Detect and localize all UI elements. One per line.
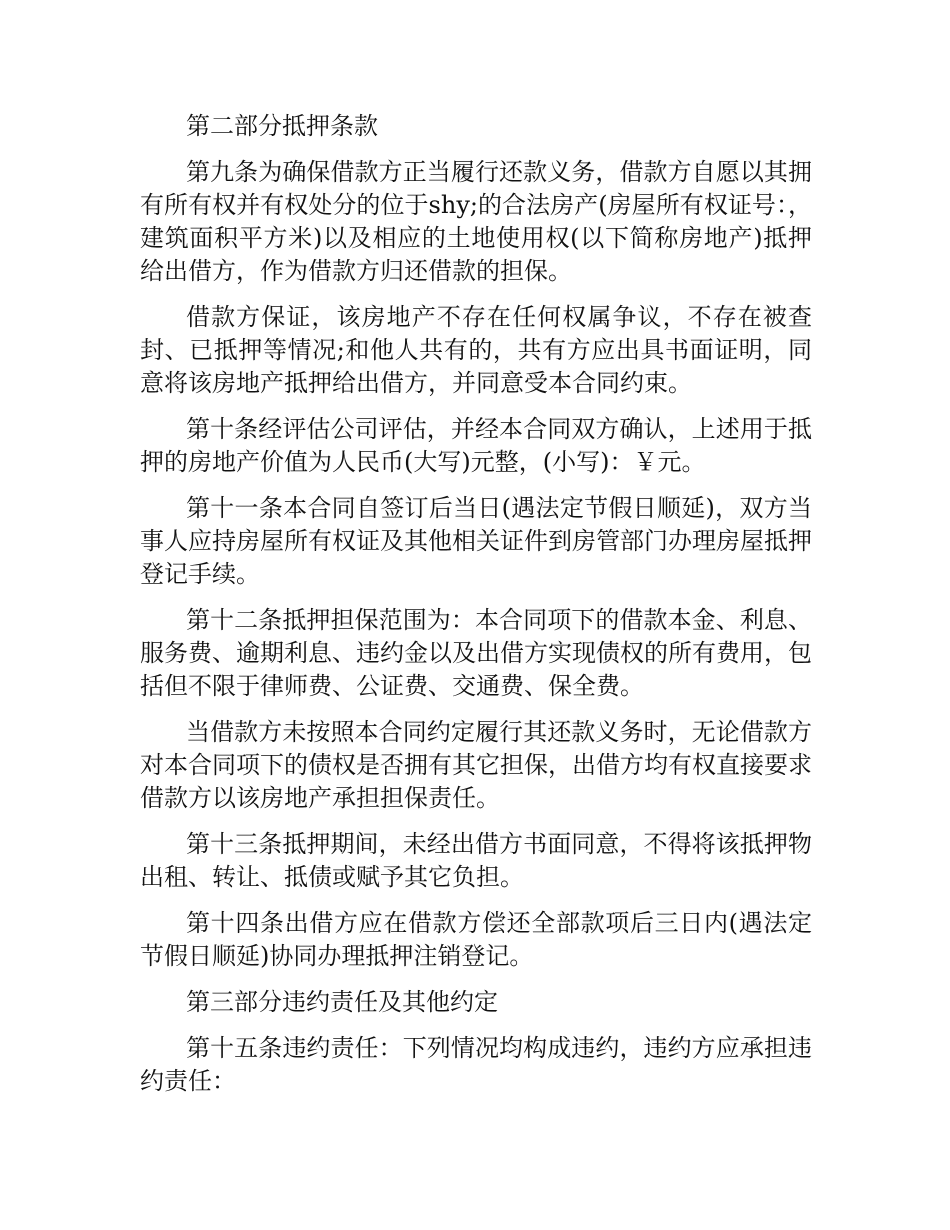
section-heading-part-two: 第二部分抵押条款 [186,112,378,140]
default-liability-paragraph: 当借款方未按照本合同约定履行其还款义务时，无论借款方对本合同项下的债权是否拥有其它担保，出借方均有权直接要求借款方以该房地产承担担保责任。 [140,718,812,812]
article-9-paragraph: 第九条为确保借款方正当履行还款义务，借款方自愿以其拥有所有权并有权处分的位于shy;的合法房产(房屋所有权证号：，建筑面积平方米)以及相应的土地使用权(以下简称房地产)抵押给出借方，作为借款方归还借款的担保。 [140,158,812,285]
article-15-paragraph: 第十五条违约责任：下列情况均构成违约，违约方应承担违约责任： [140,1034,812,1095]
document-body [140,110,812,1111]
borrower-guarantee-paragraph: 借款方保证，该房地产不存在任何权属争议，不存在被查封、已抵押等情况;和他人共有的，共有方应出具书面证明，同意将该房地产抵押给出借方，并同意受本合同约束。 [140,303,812,397]
article-11-paragraph: 第十一条本合同自签订后当日(遇法定节假日顺延)，双方当事人应持房屋所有权证及其他相关证件到房管部门办理房屋抵押登记手续。 [140,494,812,588]
article-13-paragraph: 第十三条抵押期间，未经出借方书面同意，不得将该抵押物出租、转让、抵债或赋予其它负担。 [140,830,812,891]
article-12-paragraph: 第十二条抵押担保范围为：本合同项下的借款本金、利息、服务费、逾期利息、违约金以及出借方实现债权的所有费用，包括但不限于律师费、公证费、交通费、保全费。 [140,606,812,700]
article-14-paragraph: 第十四条出借方应在借款方偿还全部款项后三日内(遇法定节假日顺延)协同办理抵押注销登记。 [140,909,812,970]
article-10-paragraph: 第十条经评估公司评估，并经本合同双方确认，上述用于抵押的房地产价值为人民币(大写)元整，(小写)：￥元。 [140,415,812,476]
section-heading-part-three: 第三部分违约责任及其他约定 [186,988,498,1016]
